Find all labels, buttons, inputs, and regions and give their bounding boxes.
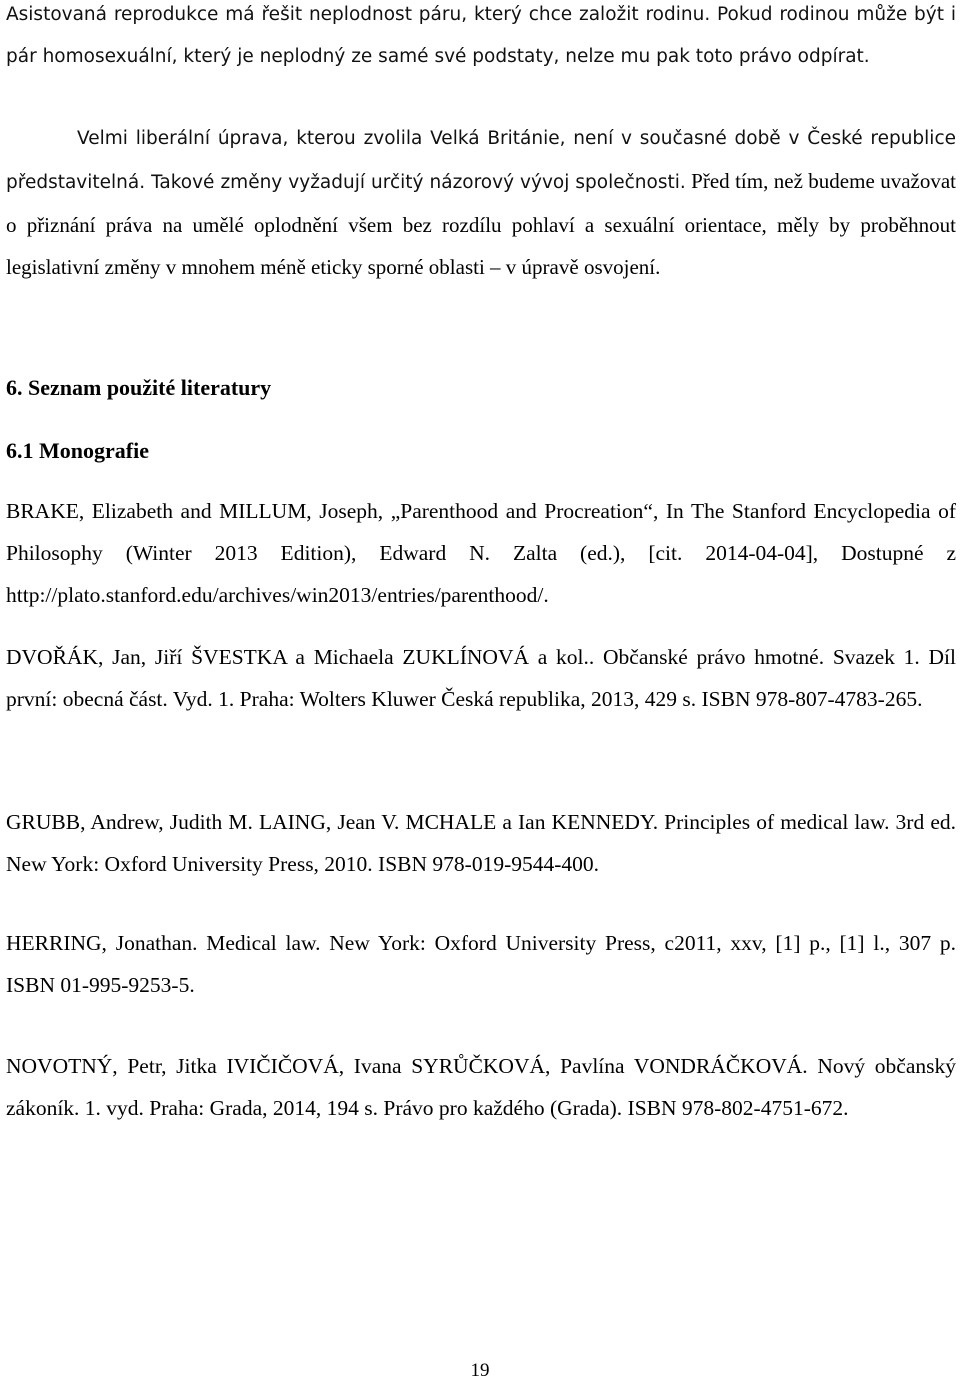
- body-paragraph-2: [6, 118, 956, 288]
- body-paragraph-1: Asistovaná reprodukce má řešit neplodnost páru, který chce založit rodinu. Pokud rodinou může být i pár homosexuální, který je neplodný ze samé své podstaty, nelze mu pak toto právo odpírat.: [6, 4, 956, 67]
- reference-item-novotny: NOVOTNÝ, Petr, Jitka IVIČIČOVÁ, Ivana SYRŮČKOVÁ, Pavlína VONDRÁČKOVÁ. Nový občanský zákoník. 1. vyd. Praha: Grada, 2014, 194 s. Právo pro každého (Grada). ISBN 978-802-4751-672.: [6, 1054, 956, 1120]
- subsection-heading-monographs: 6.1 Monografie: [6, 438, 149, 463]
- section-heading-bibliography: 6. Seznam použité literatury: [6, 375, 272, 400]
- reference-item-dvorak: DVOŘÁK, Jan, Jiří ŠVESTKA a Michaela ZUKLÍNOVÁ a kol.. Občanské právo hmotné. Svazek 1. Díl první: obecná část. Vyd. 1. Praha: Wolters Kluwer Česká republika, 2013, 429 s. ISBN 978-807-4783-265.: [6, 645, 956, 711]
- page-number: 19: [470, 1360, 490, 1380]
- reference-item-herring: HERRING, Jonathan. Medical law. New York: Oxford University Press, c2011, xxv, [1] p., [1] l., 307 p. ISBN 01-995-9253-5.: [6, 931, 956, 997]
- reference-item-grubb: GRUBB, Andrew, Judith M. LAING, Jean V. MCHALE a Ian KENNEDY. Principles of medical law. 3rd ed. New York: Oxford University Press, 2010. ISBN 978-019-9544-400.: [6, 810, 956, 876]
- body-paragraph-2-serif: Před tím, než budeme uvažovat o přiznání práva na umělé oplodnění všem bez rozdílu pohlaví a sexuální orientace, měly by proběhnout legislativní změny v mnohem méně eticky sporné oblasti – v úpravě osvojení.: [6, 169, 956, 279]
- reference-item-brake: BRAKE, Elizabeth and MILLUM, Joseph, „Parenthood and Procreation“, In The Stanford Encyclopedia of Philosophy (Winter 2013 Edition), Edward N. Zalta (ed.), [cit. 2014-04-04], Dostupné z http://plato.stanford.edu/archives/win2013/entries/parenthood/.: [6, 499, 956, 607]
- body-paragraph-2-sans: Velmi liberální úprava, kterou zvolila Velká Británie, není v současné době v České republice představitelná. Takové změny vyžadují určitý názorový vývoj společnosti.: [6, 128, 956, 193]
